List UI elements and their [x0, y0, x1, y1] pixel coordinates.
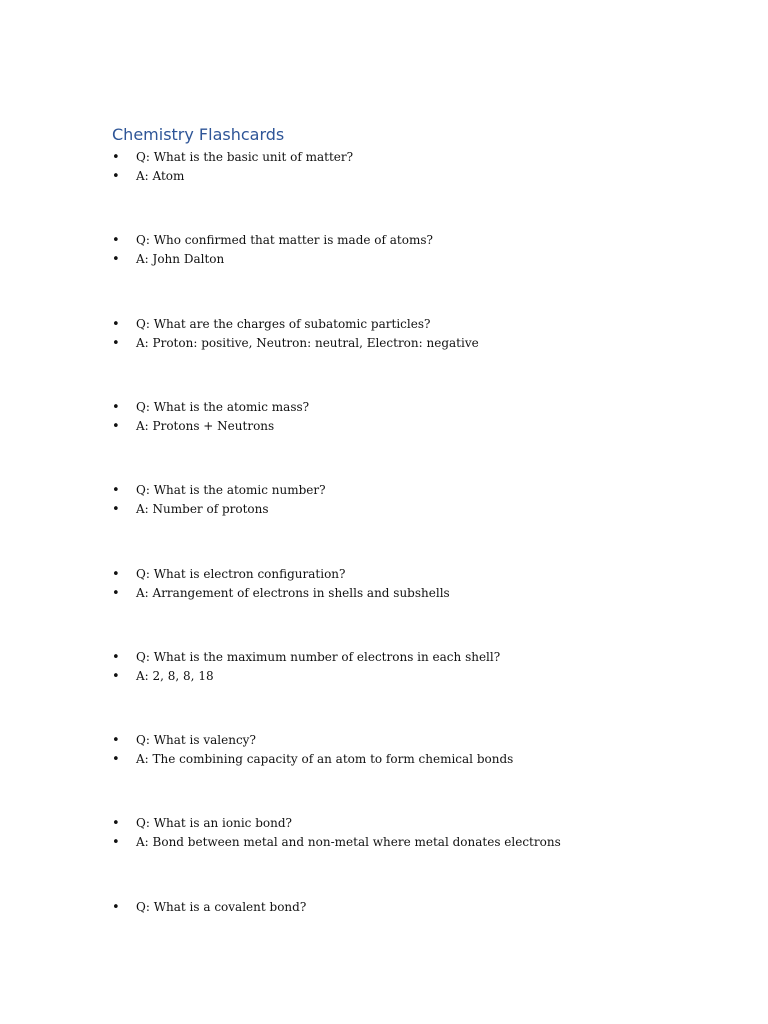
bullet-icon: • — [112, 233, 120, 248]
question-text: Q: What is the basic unit of matter? — [136, 150, 354, 164]
bullet-icon: • — [112, 900, 120, 915]
flashcard — [0, 481, 768, 521]
flashcard — [0, 731, 768, 771]
document-title: Chemistry Flashcards — [112, 125, 285, 144]
question-text: Q: What is the atomic number? — [136, 483, 326, 497]
question-list-item — [0, 148, 768, 167]
flashcard — [0, 315, 768, 355]
bullet-icon: • — [112, 752, 120, 767]
bullet-icon: • — [112, 419, 120, 434]
flashcard — [0, 814, 768, 854]
answer-list-item — [0, 167, 768, 186]
bullet-icon: • — [112, 669, 120, 684]
answer-text: A: Atom — [136, 169, 185, 183]
flashcard — [0, 648, 768, 688]
answer-list-item — [0, 833, 768, 852]
question-list-item — [0, 315, 768, 334]
answer-text: A: Proton: positive, Neutron: neutral, Electron: negative — [136, 336, 479, 350]
question-list-item — [0, 898, 768, 917]
answer-text: A: Bond between metal and non-metal where metal donates electrons — [136, 835, 561, 849]
bullet-icon: • — [112, 483, 120, 498]
flashcard — [0, 398, 768, 438]
question-list-item — [0, 565, 768, 584]
question-text: Q: What are the charges of subatomic particles? — [136, 317, 431, 331]
question-list-item — [0, 231, 768, 250]
question-text: Q: What is an ionic bond? — [136, 816, 292, 830]
answer-text: A: Number of protons — [136, 502, 269, 516]
bullet-icon: • — [112, 400, 120, 415]
flashcard — [0, 231, 768, 271]
bullet-icon: • — [112, 835, 120, 850]
answer-text: A: The combining capacity of an atom to form chemical bonds — [136, 752, 514, 766]
question-text: Q: What is the maximum number of electrons in each shell? — [136, 650, 501, 664]
answer-list-item — [0, 750, 768, 769]
question-text: Q: What is the atomic mass? — [136, 400, 310, 414]
bullet-icon: • — [112, 317, 120, 332]
bullet-icon: • — [112, 252, 120, 267]
answer-text: A: John Dalton — [136, 252, 225, 266]
question-text: Q: Who confirmed that matter is made of atoms? — [136, 233, 433, 247]
question-list-item — [0, 481, 768, 500]
bullet-icon: • — [112, 650, 120, 665]
answer-list-item — [0, 250, 768, 269]
question-list-item — [0, 648, 768, 667]
answer-text: A: Arrangement of electrons in shells and subshells — [136, 586, 450, 600]
question-text: Q: What is valency? — [136, 733, 256, 747]
flashcard — [0, 565, 768, 605]
answer-list-item — [0, 417, 768, 436]
flashcard — [0, 148, 768, 188]
bullet-icon: • — [112, 336, 120, 351]
question-list-item — [0, 814, 768, 833]
answer-list-item — [0, 667, 768, 686]
bullet-icon: • — [112, 733, 120, 748]
bullet-icon: • — [112, 150, 120, 165]
question-list-item — [0, 731, 768, 750]
answer-list-item — [0, 334, 768, 353]
bullet-icon: • — [112, 586, 120, 601]
flashcard — [0, 898, 768, 938]
answer-text: A: Protons + Neutrons — [136, 419, 275, 433]
bullet-icon: • — [112, 502, 120, 517]
question-text: Q: What is a covalent bond? — [136, 900, 307, 914]
question-text: Q: What is electron configuration? — [136, 567, 346, 581]
answer-list-item — [0, 500, 768, 519]
bullet-icon: • — [112, 169, 120, 184]
bullet-icon: • — [112, 816, 120, 831]
answer-list-item — [0, 584, 768, 603]
answer-text: A: 2, 8, 8, 18 — [136, 669, 214, 683]
bullet-icon: • — [112, 567, 120, 582]
question-list-item — [0, 398, 768, 417]
